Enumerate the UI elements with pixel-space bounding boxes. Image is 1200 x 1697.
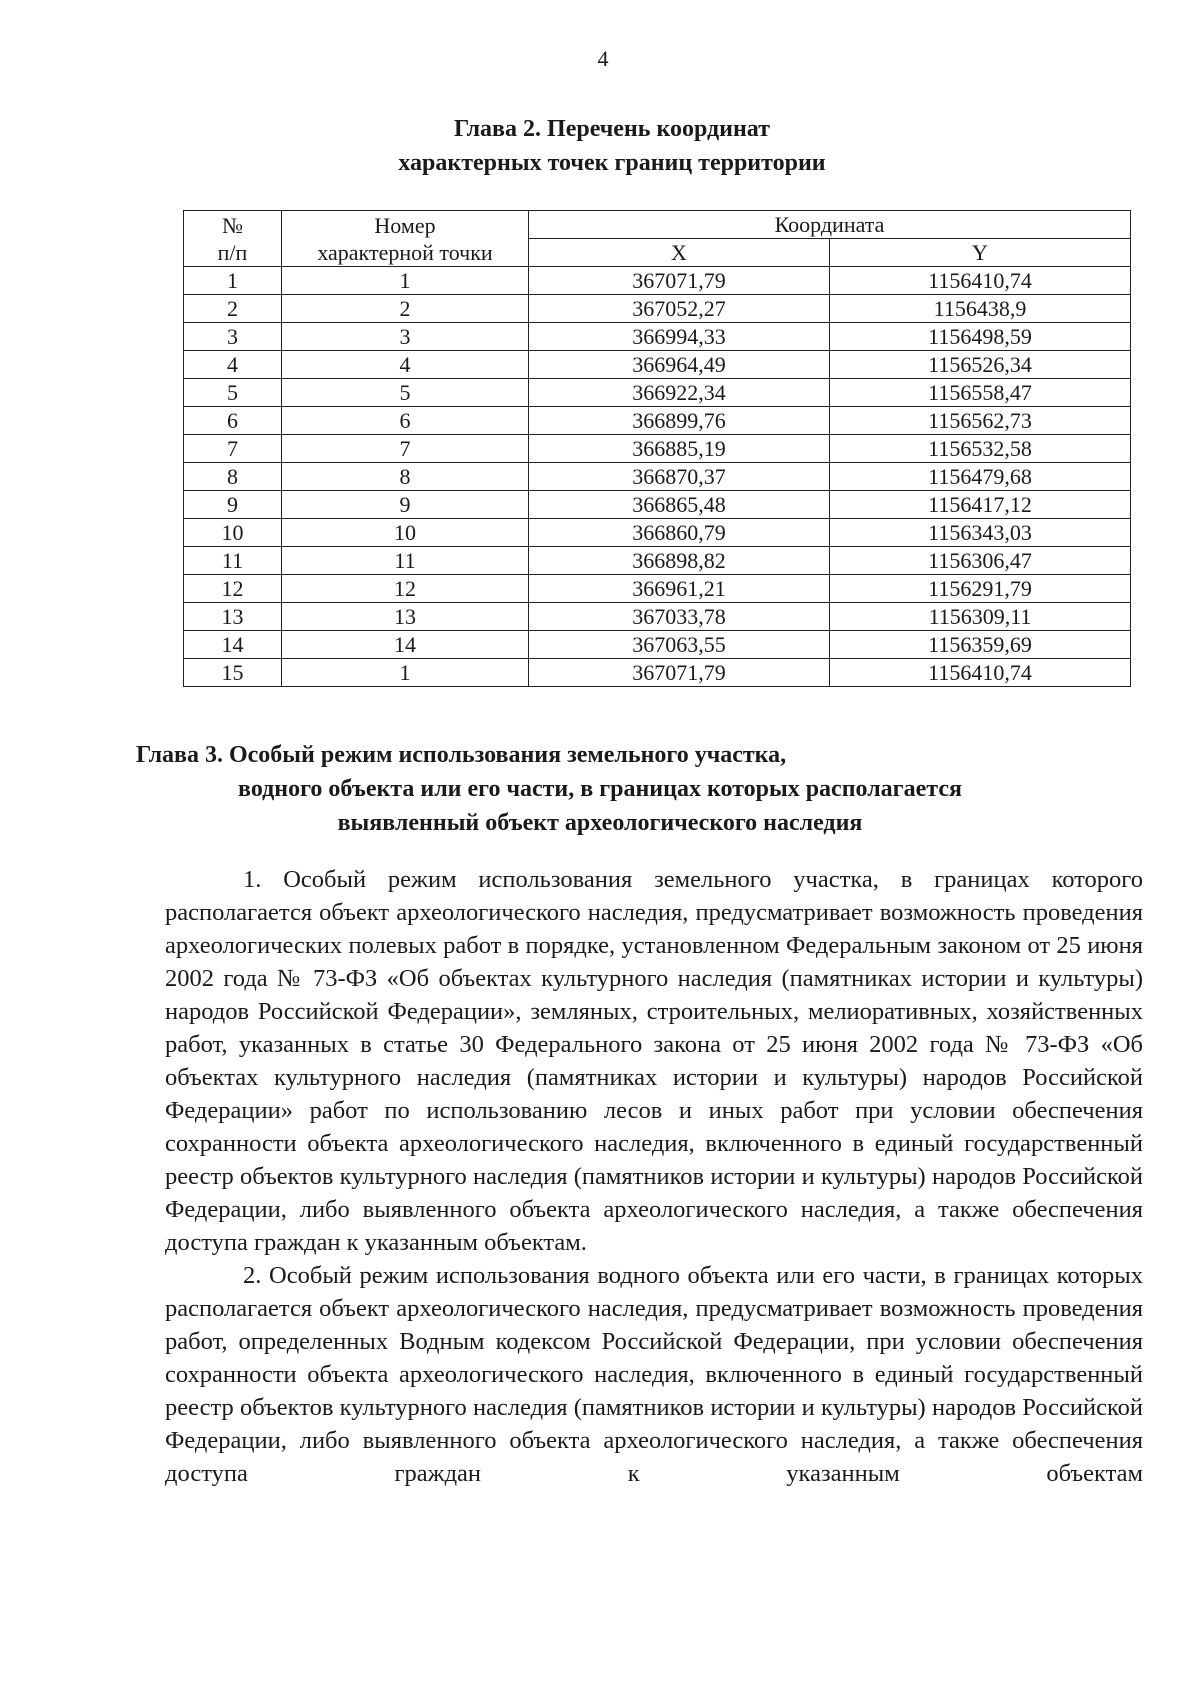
table-row: [184, 519, 1131, 547]
coordinates-table: [183, 210, 1131, 687]
cell-point-number: 3: [282, 323, 529, 351]
cell-point-number: 13: [282, 603, 529, 631]
cell-point-number: 5: [282, 379, 529, 407]
cell-point-number: 9: [282, 491, 529, 519]
table-body: [184, 267, 1131, 687]
header-point: [282, 211, 529, 267]
cell-x: 366922,34: [529, 379, 830, 407]
header-point-line-2: характерной точки: [317, 239, 493, 265]
cell-row-number: 14: [184, 631, 282, 659]
chapter-2-heading: [12, 112, 1200, 180]
table-row: [184, 491, 1131, 519]
cell-y: 1156498,59: [830, 323, 1131, 351]
cell-x: 366899,76: [529, 407, 830, 435]
cell-row-number: 8: [184, 463, 282, 491]
cell-point-number: 2: [282, 295, 529, 323]
header-number: [184, 211, 282, 267]
chapter-3-title-line-2: водного объекта или его части, в границах которых располагается: [238, 776, 962, 802]
cell-row-number: 4: [184, 351, 282, 379]
table-row: [184, 575, 1131, 603]
cell-row-number: 1: [184, 267, 282, 295]
chapter-3-title-line-1: Глава 3. Особый режим использования земельного участка,: [136, 742, 787, 768]
cell-x: 367033,78: [529, 603, 830, 631]
cell-x: 367071,79: [529, 267, 830, 295]
cell-point-number: 1: [282, 659, 529, 687]
table-row: [184, 351, 1131, 379]
cell-row-number: 15: [184, 659, 282, 687]
chapter-2-title-line-2: характерных точек границ территории: [398, 150, 826, 176]
cell-y: 1156438,9: [830, 295, 1131, 323]
cell-row-number: 9: [184, 491, 282, 519]
body-text: [165, 863, 1143, 1490]
cell-point-number: 6: [282, 407, 529, 435]
cell-point-number: 14: [282, 631, 529, 659]
chapter-3-title-line-3: выявленный объект археологического наследия: [337, 810, 863, 836]
cell-x: 366994,33: [529, 323, 830, 351]
cell-row-number: 6: [184, 407, 282, 435]
cell-x: 367052,27: [529, 295, 830, 323]
cell-row-number: 10: [184, 519, 282, 547]
cell-y: 1156558,47: [830, 379, 1131, 407]
cell-row-number: 11: [184, 547, 282, 575]
cell-y: 1156359,69: [830, 631, 1131, 659]
cell-point-number: 10: [282, 519, 529, 547]
cell-point-number: 12: [282, 575, 529, 603]
cell-y: 1156410,74: [830, 659, 1131, 687]
cell-row-number: 3: [184, 323, 282, 351]
table-row: [184, 267, 1131, 295]
cell-row-number: 2: [184, 295, 282, 323]
cell-y: 1156526,34: [830, 351, 1131, 379]
cell-x: 366885,19: [529, 435, 830, 463]
header-number-line-1: №: [222, 212, 243, 238]
table-row: [184, 323, 1131, 351]
table-row: [184, 407, 1131, 435]
paragraph-2: 2. Особый режим использования водного объекта или его части, в границах которых располагается объект археологического наследия, предусматривает возможность проведения работ, определенных Водным кодексом Российской Федерации, при условии обеспечения сохранности объекта археологического наследия, включенного в единый государственный реестр объектов культурного наследия (памятников истории и культуры) народов Российской Федерации, либо выявленного объекта археологического наследия, а также обеспечения доступа граждан к указанным объектам: [165, 1262, 1143, 1487]
header-y: Y: [830, 239, 1131, 267]
cell-x: 366870,37: [529, 463, 830, 491]
cell-y: 1156306,47: [830, 547, 1131, 575]
cell-y: 1156562,73: [830, 407, 1131, 435]
table-row: [184, 435, 1131, 463]
chapter-2-title-line-1: Глава 2. Перечень координат: [454, 116, 770, 142]
header-x: X: [529, 239, 830, 267]
header-coordinate: Координата: [529, 211, 1131, 239]
table-row: [184, 379, 1131, 407]
cell-y: 1156309,11: [830, 603, 1131, 631]
cell-row-number: 12: [184, 575, 282, 603]
cell-x: 367063,55: [529, 631, 830, 659]
cell-y: 1156343,03: [830, 519, 1131, 547]
cell-x: 366961,21: [529, 575, 830, 603]
cell-row-number: 13: [184, 603, 282, 631]
cell-x: 366860,79: [529, 519, 830, 547]
cell-y: 1156479,68: [830, 463, 1131, 491]
cell-row-number: 5: [184, 379, 282, 407]
cell-y: 1156532,58: [830, 435, 1131, 463]
cell-point-number: 4: [282, 351, 529, 379]
table-header-row: [184, 211, 1131, 239]
cell-x: 366898,82: [529, 547, 830, 575]
table-row: [184, 547, 1131, 575]
header-point-line-1: Номер: [374, 212, 436, 238]
table-row: [184, 463, 1131, 491]
cell-point-number: 8: [282, 463, 529, 491]
table-row: [184, 631, 1131, 659]
chapter-3-heading: [0, 738, 1200, 840]
cell-x: 367071,79: [529, 659, 830, 687]
cell-x: 366964,49: [529, 351, 830, 379]
cell-y: 1156417,12: [830, 491, 1131, 519]
cell-x: 366865,48: [529, 491, 830, 519]
table-row: [184, 659, 1131, 687]
cell-point-number: 1: [282, 267, 529, 295]
cell-y: 1156410,74: [830, 267, 1131, 295]
paragraph-1: 1. Особый режим использования земельного участка, в границах которого располагается объект археологического наследия, предусматривает возможность проведения археологических полевых работ в порядке, установленном Федеральным законом от 25 июня 2002 года № 73-ФЗ «Об объектах культурного наследия (памятниках истории и культуры) народов Российской Федерации», земляных, строительных, мелиоративных, хозяйственных работ, указанных в статье 30 Федерального закона от 25 июня 2002 года № 73-ФЗ «Об объектах культурного наследия (памятниках истории и культуры) народов Российской Федерации» работ по использованию лесов и иных работ при условии обеспечения сохранности объекта археологического наследия, включенного в единый государственный реестр объектов культурного наследия (памятников истории и культуры) народов Российской Федерации, либо выявленного объекта археологического наследия, а также обеспечения доступа граждан к указанным объектам.: [165, 866, 1143, 1256]
cell-row-number: 7: [184, 435, 282, 463]
cell-point-number: 7: [282, 435, 529, 463]
table-row: [184, 603, 1131, 631]
table-row: [184, 295, 1131, 323]
page-number: 4: [597, 46, 609, 71]
cell-point-number: 11: [282, 547, 529, 575]
cell-y: 1156291,79: [830, 575, 1131, 603]
header-number-line-2: п/п: [217, 239, 248, 265]
